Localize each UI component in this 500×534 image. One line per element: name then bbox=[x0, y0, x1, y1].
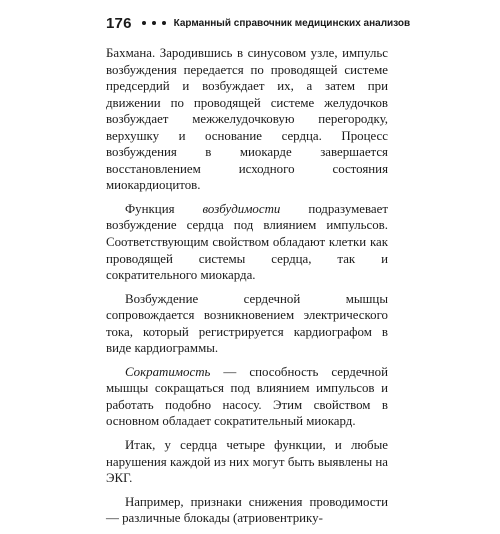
paragraph-4-italic-term: Сократимость bbox=[125, 364, 211, 379]
paragraph-1-text: Бахмана. Зародившись в синусовом узле, импульс возбуждения передается по проводящей системе предсердий и возбуждает их, а затем при движении по проводящей системе желудочков возбуждает межжелудочковую перегородку, верхушку и основание сердца. Процесс возбуждения в миокарде завершается восстановлением исходного состояния миокардиоцитов. bbox=[106, 46, 388, 193]
header-dot bbox=[152, 21, 156, 25]
paragraph-6 bbox=[106, 494, 388, 527]
header-dot bbox=[142, 21, 146, 25]
body-text bbox=[106, 45, 388, 534]
paragraph-4-after: — способность сердечной мышцы сокращаться под влиянием импульсов и работать подобно насосу. Этим свойством в основном обладает сократительный миокард. bbox=[106, 364, 388, 429]
paragraph-2-after: подразумевает возбуждение сердца под влиянием импульсов. Соответствующим свойством обладают клетки как проводящей системы сердца, так и сократительного миокарда. bbox=[106, 201, 388, 283]
paragraph-4 bbox=[106, 364, 388, 430]
paragraph-2-italic-term: возбудимости bbox=[202, 201, 281, 216]
running-header bbox=[106, 13, 411, 33]
paragraph-5 bbox=[106, 437, 388, 487]
paragraph-1 bbox=[106, 45, 388, 194]
paragraph-2-before: Функция bbox=[125, 201, 203, 216]
paragraph-3-text: Возбуждение сердечной мышцы сопровождается возникновением электрического тока, который регистрируется кардиографом в виде кардиограммы. bbox=[106, 291, 388, 356]
header-dot bbox=[162, 21, 166, 25]
paragraph-2 bbox=[106, 201, 388, 284]
paragraph-5-text: Итак, у сердца четыре функции, и любые нарушения каждой из них могут быть выявлены на ЭКГ. bbox=[106, 438, 388, 486]
header-dots bbox=[142, 21, 166, 25]
page-number: 176 bbox=[106, 14, 132, 32]
paragraph-6-text: Например, признаки снижения проводимости — различные блокады (атриовентрику- bbox=[106, 494, 388, 526]
paragraph-3 bbox=[106, 291, 388, 357]
running-title: Карманный справочник медицинских анализов bbox=[173, 17, 411, 29]
